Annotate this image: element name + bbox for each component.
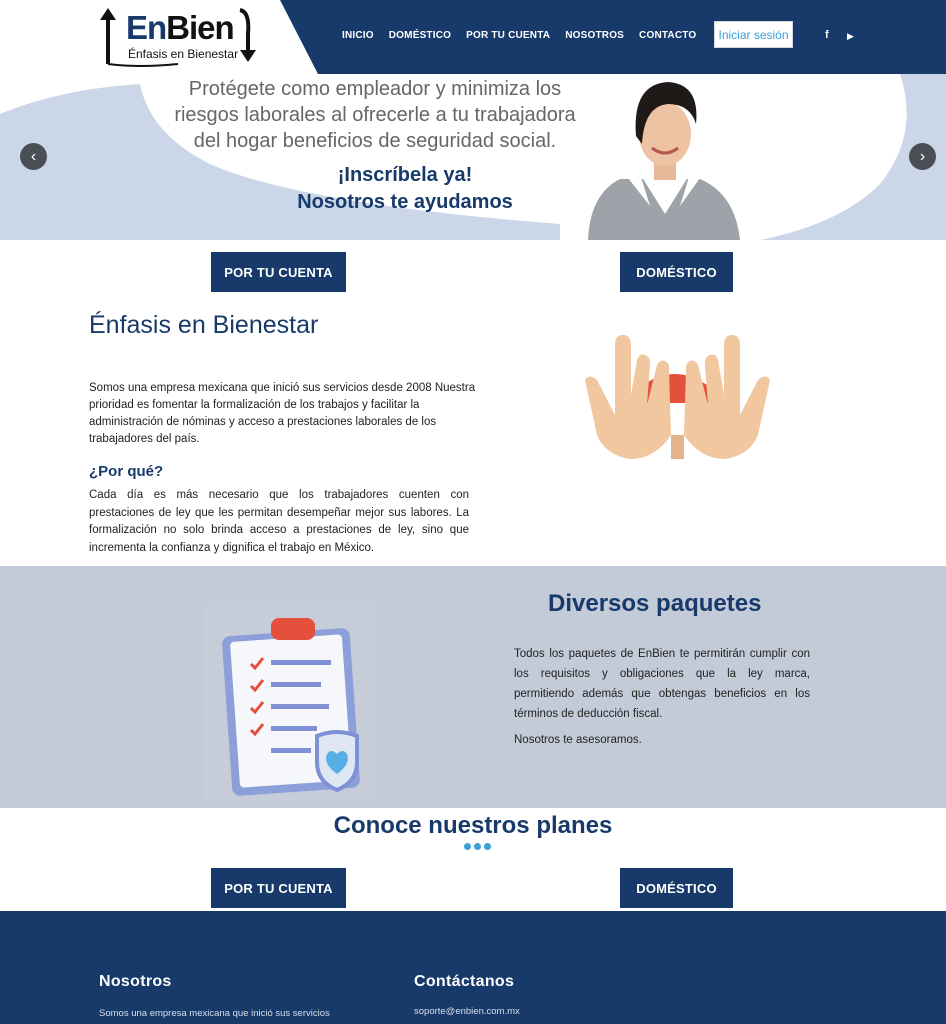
nav-nosotros[interactable]: NOSOTROS bbox=[565, 30, 625, 41]
nav-contacto[interactable]: CONTACTO bbox=[639, 30, 697, 41]
hands-heart-illustration bbox=[575, 325, 780, 460]
packages-paragraph: Todos los paquetes de EnBien te permitirán cumplir con los requisitos y obligaciones que la ley marca, permitiendo además que obtengas beneficios en los términos de deducción fiscal. bbox=[514, 648, 810, 720]
about-title: Énfasis en Bienestar bbox=[89, 311, 319, 339]
footer-nosotros-title: Nosotros bbox=[99, 973, 172, 990]
por-tu-cuenta-button[interactable]: POR TU CUENTA bbox=[211, 252, 346, 292]
nav-inicio[interactable]: INICIO bbox=[342, 30, 374, 41]
slider-next-arrow-icon[interactable]: › bbox=[909, 143, 936, 170]
footer-email-link[interactable]: soporte@enbien.com.mx bbox=[414, 1006, 520, 1017]
logo-wordmark bbox=[126, 10, 234, 46]
login-button[interactable]: Iniciar sesión bbox=[714, 21, 793, 48]
logo-bien: Bien bbox=[166, 9, 234, 46]
packages-title: Diversos paquetes bbox=[548, 590, 762, 617]
slider-prev-arrow-icon[interactable]: ‹ bbox=[20, 143, 47, 170]
hero-slider bbox=[0, 74, 946, 240]
main-nav bbox=[342, 30, 711, 41]
por-tu-cuenta-button-bottom[interactable]: POR TU CUENTA bbox=[211, 868, 346, 908]
dots-divider-icon bbox=[464, 843, 491, 850]
dot bbox=[474, 843, 481, 850]
logo[interactable] bbox=[98, 4, 258, 70]
hero-cta-line2: Nosotros te ayudamos bbox=[297, 191, 513, 213]
why-title: ¿Por qué? bbox=[89, 463, 164, 480]
packages-section bbox=[0, 566, 946, 808]
packages-paragraph-2: Nosotros te asesoramos. bbox=[514, 734, 642, 746]
facebook-icon[interactable]: f bbox=[825, 29, 829, 41]
hero-text: Protégete como empleador y minimiza los riesgos laborales al ofrecerle a tu trabajadora del hogar beneficios de seguridad social. bbox=[174, 78, 576, 152]
plans-title: Conoce nuestros planes bbox=[333, 812, 613, 839]
hero-cta bbox=[240, 162, 570, 216]
logo-en: En bbox=[126, 9, 167, 46]
site-header bbox=[0, 0, 946, 74]
logo-tagline: Énfasis en Bienestar bbox=[128, 47, 239, 61]
hero-cta-line1: ¡Inscríbela ya! bbox=[337, 164, 473, 186]
site-footer bbox=[0, 911, 946, 1024]
footer-nosotros-text: Somos una empresa mexicana que inició sus servicios bbox=[99, 1008, 330, 1019]
about-paragraph: Somos una empresa mexicana que inició sus servicios desde 2008 Nuestra prioridad es fomentar la formalización de los trabajos y facilitar la administración de nóminas y acceso a prestaciones laborales de los trabajadores del país. bbox=[89, 382, 476, 445]
woman-illustration bbox=[588, 82, 740, 240]
dot bbox=[484, 843, 491, 850]
footer-contact-title: Contáctanos bbox=[414, 973, 515, 990]
dot bbox=[464, 843, 471, 850]
youtube-icon[interactable]: ▶ bbox=[847, 31, 854, 41]
why-paragraph: Cada día es más necesario que los trabajadores cuenten con prestaciones de ley que les permitan desempeñar mejor sus labores. La formalización no solo brinda acceso a prestaciones de ley, sino que incrementa la confianza y dignifica el trabajo en México. bbox=[89, 489, 469, 554]
nav-por-tu-cuenta[interactable]: POR TU CUENTA bbox=[466, 30, 551, 41]
domestico-button[interactable]: DOMÉSTICO bbox=[620, 252, 733, 292]
nav-domestico[interactable]: DOMÉSTICO bbox=[388, 30, 452, 41]
domestico-button-bottom[interactable]: DOMÉSTICO bbox=[620, 868, 733, 908]
clipboard-illustration bbox=[205, 604, 375, 800]
